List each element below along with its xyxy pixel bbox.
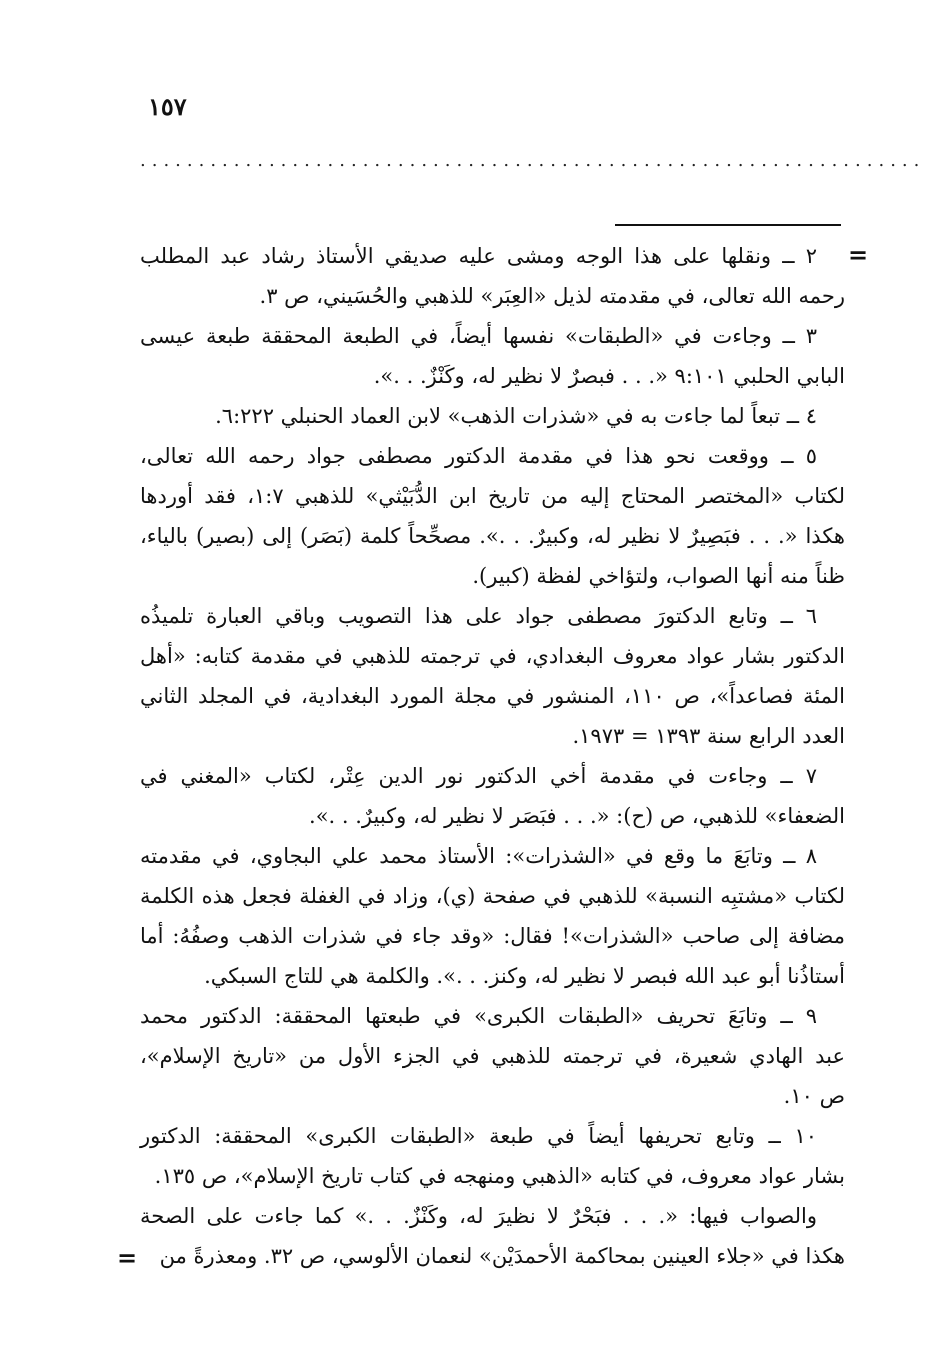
- footnote: [140, 436, 845, 596]
- footnote-rule: [615, 224, 841, 226]
- footnote-line: والصواب فيها: «. . . فبَحْرٌ لا نظيرَ له، وكَنْزٌ. . .» كما جاءت على الصحة: [140, 1204, 817, 1228]
- continuation-mark-top: =: [848, 240, 869, 269]
- footnote: [140, 396, 845, 436]
- footnote-line: عبد الهادي شعيرة، في ترجمته للذهبي في الجزء الأول من «تاريخ الإسلام»،: [140, 1044, 845, 1068]
- footnote-line: ٤ ــ تبعاً لما جاءت به في «شذرات الذهب» لابن العماد الحنبلي ٦:٢٢٢.: [215, 404, 817, 428]
- footnote-line: ٥ ــ ووقعت نحو هذا في مقدمة الدكتور مصطفى جواد رحمه الله تعالى،: [140, 444, 817, 468]
- footnote: [140, 236, 845, 316]
- footnote-line: ٦ ــ وتابع الدكتورَ مصطفى جواد على هذا التصويب وباقي العبارة تلميذُه: [140, 604, 817, 628]
- footnote-line: ١٠ ــ وتابع تحريفها أيضاً في طبعة «الطبقات الكبرى» المحققة: الدكتور: [140, 1124, 817, 1148]
- footnotes: [140, 236, 845, 1276]
- footnote: [140, 596, 845, 756]
- footnote-line: البابي الحلبي ٩:١٠١ «. . . فبصرٌ لا نظير له، وكَنْزٌ. . .».: [373, 364, 845, 388]
- footnote: [140, 836, 845, 996]
- footnote-line: بشار عواد معروف، في كتابه «الذهبي ومنهجه في كتاب تاريخ الإسلام»، ص ١٣٥.: [154, 1164, 845, 1188]
- page-number: ١٥٧: [148, 92, 187, 121]
- footnote-line: ٩ ــ وتابَعَ تحريف «الطبقات الكبرى» في طبعتها المحققة: الدكتور محمد: [140, 1004, 817, 1028]
- footnote: [140, 316, 845, 396]
- footnote-line: لكتاب «المختصر المحتاج إليه من تاريخ ابن الدُّبَيْثي» للذهبي ١:٧، فقد أوردها: [140, 484, 845, 508]
- footnote-line: هكذا «. . . فبَصِيرٌ لا نظير له، وكبيرٌ. . .». مصحِّحاً كلمة (بَصَر) إلى (بصير) بالياء،: [140, 524, 845, 548]
- footnote-line: المئة فصاعداً»، ص ١١٠، المنشور في مجلة المورد البغدادية، في المجلد الثاني: [140, 684, 845, 708]
- footnote-line: مضافة إلى صاحب «الشذرات»! فقال: «وقد جاء في شذرات الذهب وصفُهُ: أما: [140, 924, 845, 948]
- footnote: [140, 1116, 845, 1196]
- footnote-line: هكذا في «جلاء العينين بمحاكمة الأحمدَيْن» لنعمان الألوسي، ص ٣٢. ومعذرةً من: [159, 1244, 845, 1268]
- footnote-line: ص ١٠.: [783, 1084, 845, 1108]
- footnote-line: رحمه الله تعالى، في مقدمته لذيل «العِبَر» للذهبي والحُسَيني، ص ٣.: [259, 284, 845, 308]
- footnote-line: ٣ ــ وجاءت في «الطبقات» نفسها أيضاً، في الطبعة المحققة طبعة عيسى: [140, 324, 817, 348]
- footnote-line: لكتاب «مشتبِه النسبة» للذهبي في صفحة (ي)، وزاد في الغفلة فجعل هذه الكلمة: [140, 884, 845, 908]
- footnote-line: الضعفاء» للذهبي، ص (ح): «. . . فبَصَر لا نظير له، وكبيرٌ. . .».: [309, 804, 845, 828]
- footnote-line: الدكتور بشار عواد معروف البغدادي، في ترجمته للذهبي في مقدمة كتابه: «أهل: [140, 644, 845, 668]
- footnote: [140, 756, 845, 836]
- footnote-line: ٧ ــ وجاءت في مقدمة أخي الدكتور نور الدين عِتْر، لكتاب «المغني في: [140, 764, 817, 788]
- footnote-line: ٨ ــ وتابَعَ ما وقع في «الشذرات»: الأستاذ محمد علي البجاوي، في مقدمته: [140, 844, 817, 868]
- footnote-line: ٢ ــ ونقلها على هذا الوجه ومشى عليه صديقي الأستاذ رشاد عبد المطلب: [140, 244, 817, 268]
- continuation-mark-bottom: =: [117, 1243, 138, 1272]
- dot-leader: ...................................................................: [140, 150, 926, 171]
- footnote: [140, 996, 845, 1116]
- footnote-line: أستاذُنا أبو عبد الله فبصر لا نظير له، وكنز. . .». والكلمة هي للتاج السبكي.: [204, 964, 845, 988]
- footnote: [140, 1196, 845, 1276]
- footnote-line: العدد الرابع سنة ١٣٩٣ = ١٩٧٣.: [572, 724, 845, 748]
- footnote-line: ظناً منه أنها الصواب، ولتؤاخي لفظة (كبير).: [472, 564, 845, 588]
